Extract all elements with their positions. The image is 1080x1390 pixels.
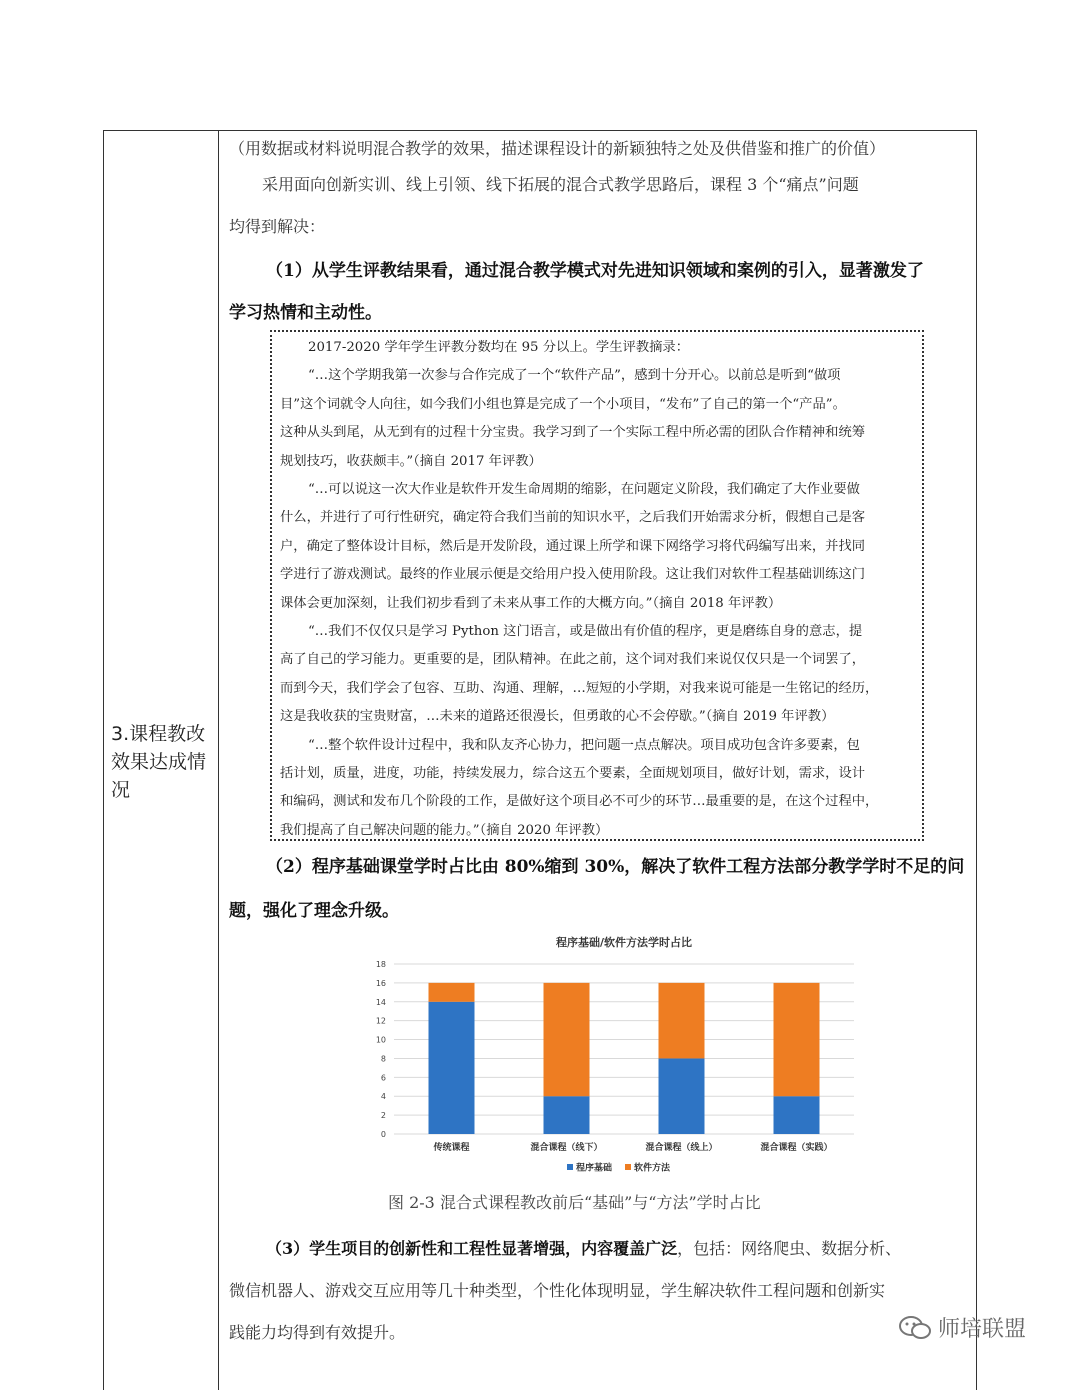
watermark-text: 师培联盟 xyxy=(938,1317,1027,1342)
bar-software-methods xyxy=(429,983,475,1002)
quote-line: 而到今天，我们学会了包容、互助、沟通、理解，…短短的小学期，对我来说可能是一生铭记的经历， xyxy=(280,680,879,696)
bar-program-basics xyxy=(544,1096,590,1134)
legend-swatch xyxy=(567,1164,573,1170)
y-tick-label: 6 xyxy=(380,1073,386,1083)
bar-software-methods xyxy=(774,983,820,1096)
quote-line: “…这个学期我第一次参与合作完成了一个“软件产品”，感到十分开心。以前总是听到“做项 xyxy=(308,368,841,384)
quote-line: “…可以说这一次大作业是软件开发生命周期的缩影，在问题定义阶段，我们确定了大作业要做 xyxy=(308,482,860,497)
bar-program-basics xyxy=(659,1058,705,1134)
y-tick-label: 10 xyxy=(375,1035,386,1045)
point-3-heading: （3）学生项目的创新性和工程性显著增强，内容覆盖广泛 xyxy=(266,1239,678,1258)
quote-line: 我们提高了自己解决问题的能力。”（摘自 2020 年评教） xyxy=(280,822,609,838)
intro-line-2: 均得到解决： xyxy=(229,217,326,236)
x-tick-label: 混合课程（实践） xyxy=(760,1143,833,1153)
y-tick-label: 14 xyxy=(375,997,386,1007)
quote-line: 户，确定了整体设计目标，然后是开发阶段，通过课上所学和课下网络学习将代码编写出来，并找同 xyxy=(280,538,866,554)
x-tick-label: 混合课程（线下） xyxy=(530,1143,603,1153)
y-tick-label: 0 xyxy=(380,1130,386,1139)
point-1-heading: （1）从学生评教结果看，通过混合教学模式对先进知识领域和案例的引入，显著激发了 xyxy=(266,261,924,281)
quote-line: 学进行了游戏测试。最终的作业展示便是交给用户投入使用阶段。这让我们对软件工程基础训练这门 xyxy=(280,567,866,583)
point-1-heading-cont: 学习热情和主动性。 xyxy=(229,303,382,323)
quote-line: 高了自己的学习能力。更重要的是，团队精神。在此之前，这个词对我们来说仅仅只是一个词罢了， xyxy=(280,652,866,668)
figure-caption: 图 2-3 混合式课程教改前后“基础”与“方法”学时占比 xyxy=(388,1193,761,1212)
watermark xyxy=(898,1312,1026,1343)
quote-line: “…整个软件设计过程中，我和队友齐心协力，把问题一点点解决。项目成功包含许多要素，包 xyxy=(308,737,860,753)
quote-line: 目”这个词就令人向往，如今我们小组也算是完成了一个小项目，“发布”了自己的第一个“产品”。 xyxy=(280,396,846,412)
quote-line: 这是我收获的宝贵财富，…未来的道路还很漫长，但勇敢的心不会停歇。”（摘自 2019 年评教） xyxy=(280,709,835,725)
point-2-heading-cont: 题，强化了理念升级。 xyxy=(229,901,399,921)
y-tick-label: 18 xyxy=(375,960,386,969)
point-3-line-2: 微信机器人、游戏交互应用等几十种类型，个性化体现明显，学生解决软件工程问题和创新实 xyxy=(229,1281,886,1300)
quote-line: 2017-2020 学年学生评教分数均在 95 分以上。学生评教摘录： xyxy=(308,340,690,355)
instruction-text: （用数据或材料说明混合教学的效果，描述课程设计的新颖独特之处及供借鉴和推广的价值） xyxy=(229,139,886,158)
stacked-bar-chart xyxy=(362,928,862,1178)
quote-line: 这种从头到尾，从无到有的过程十分宝贵。我学习到了一个实际工程中所必需的团队合作精神和统筹 xyxy=(280,425,866,441)
x-tick-label: 混合课程（线上） xyxy=(645,1143,718,1153)
quote-line: 规划技巧，收获颇丰。”（摘自 2017 年评教） xyxy=(280,453,542,469)
point-3-text: ，包括：网络爬虫、数据分析、 xyxy=(677,1239,902,1258)
quote-line: 什么，并进行了可行性研究，确定符合我们当前的知识水平，之后我们开始需求分析，假想自己是客 xyxy=(280,510,866,526)
section-label: 3.课程教改效果达成情况 xyxy=(111,723,207,801)
y-tick-label: 8 xyxy=(380,1054,386,1064)
bar-software-methods xyxy=(659,983,705,1059)
intro-line-1: 采用面向创新实训、线上引领、线下拓展的混合式教学思路后，课程 3 个“痛点”问题 xyxy=(262,175,859,194)
quote-line: 括计划，质量，进度，功能，持续发展力，综合这五个要素，全面规划项目，做好计划，需求，设计 xyxy=(280,766,866,781)
bar-program-basics xyxy=(429,1002,475,1134)
point-3-line-1 xyxy=(266,1236,1006,1259)
legend-swatch xyxy=(625,1164,631,1170)
point-2-heading: （2）程序基础课堂学时占比由 80%缩到 30%，解决了软件工程方法部分教学学时不足的问 xyxy=(266,857,965,877)
bar-software-methods xyxy=(544,983,590,1096)
legend-label: 软件方法 xyxy=(634,1163,671,1174)
chart-title: 程序基础/软件方法学时占比 xyxy=(555,936,693,949)
y-tick-label: 2 xyxy=(380,1111,386,1121)
quote-line: 课体会更加深刻，让我们初步看到了未来从事工作的大概方向。”（摘自 2018 年评教） xyxy=(280,595,782,611)
quote-line: “…我们不仅仅只是学习 Python 这门语言，或是做出有价值的程序，更是磨练自身的意志，提 xyxy=(308,624,863,639)
y-tick-label: 16 xyxy=(375,978,386,988)
column-divider xyxy=(218,130,219,1390)
x-tick-label: 传统课程 xyxy=(433,1143,470,1153)
y-tick-label: 12 xyxy=(375,1016,386,1026)
point-3-line-3: 践能力均得到有效提升。 xyxy=(229,1323,406,1342)
bar-program-basics xyxy=(774,1096,820,1134)
quote-line: 和编码，测试和发布几个阶段的工作，是做好这个项目必不可少的环节…最重要的是，在这个过程中， xyxy=(280,794,879,810)
y-tick-label: 4 xyxy=(380,1092,386,1102)
legend-label: 程序基础 xyxy=(576,1163,613,1174)
wechat-icon xyxy=(898,1315,932,1341)
